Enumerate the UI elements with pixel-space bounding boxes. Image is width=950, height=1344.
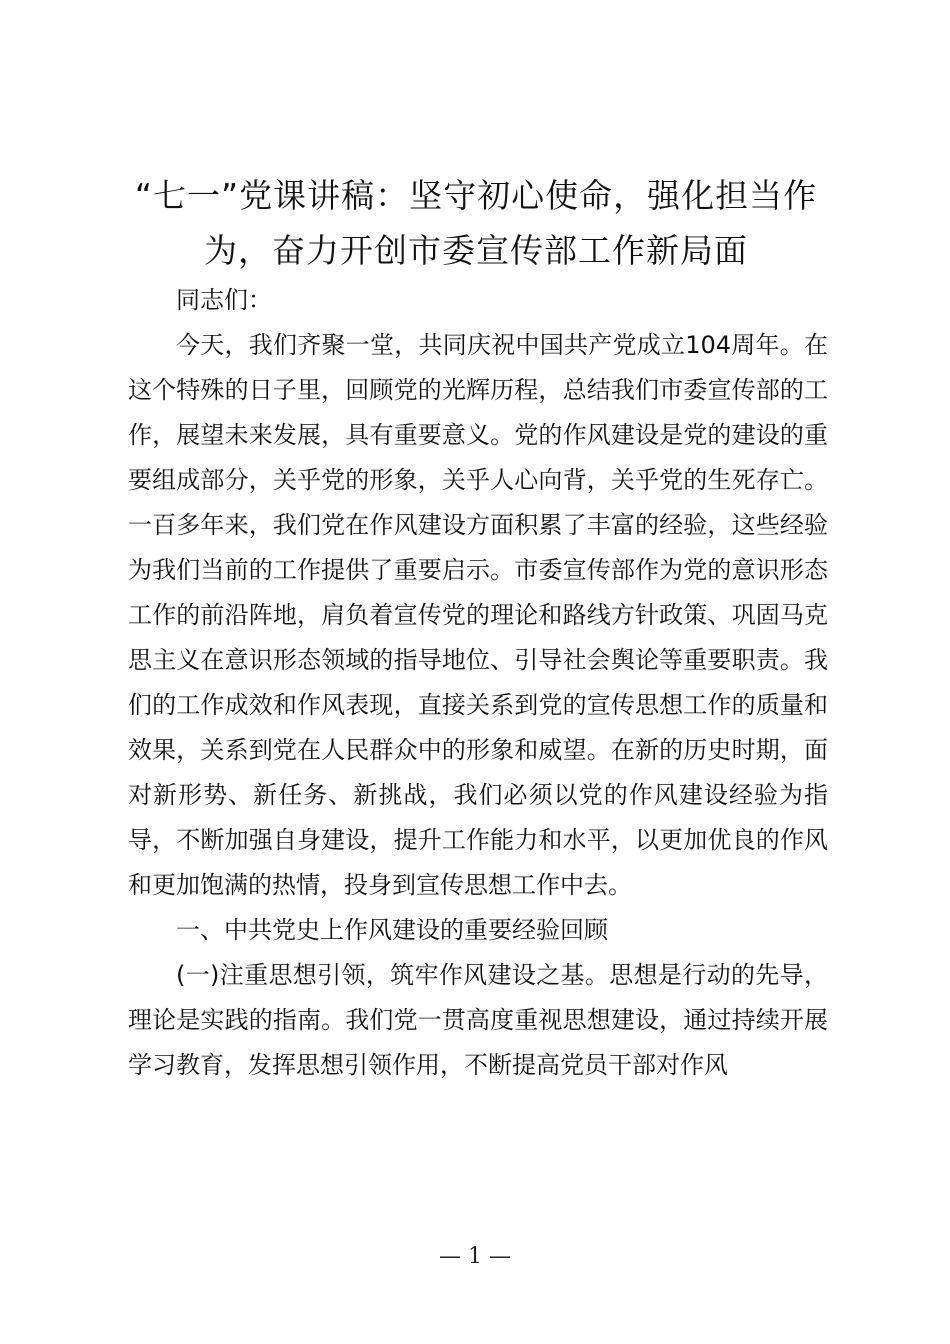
- intro-paragraph: 今天，我们齐聚一堂，共同庆祝中国共产党成立104周年。在这个特殊的日子里，回顾党的光辉历程，总结我们市委宣传部的工作，展望未来发展，具有重要意义。党的作风建设是党的建设的重要组成部分，关乎党的形象，关乎人心向背，关乎党的生死存亡。一百多年来，我们党在作风建设方面积累了丰富的经验，这些经验为我们当前的工作提供了重要启示。市委宣传部作为党的意识形态工作的前沿阵地，肩负着宣传党的理论和路线方针政策、巩固马克思主义在意识形态领域的指导地位、引导社会舆论等重要职责。我们的工作成效和作风表现，直接关系到党的宣传思想工作的质量和效果，关系到党在人民群众中的形象和威望。在新的历史时期，面对新形势、新任务、新挑战，我们必须以党的作风建设经验为指导，不断加强自身建设，提升工作能力和水平，以更加优良的作风和更加饱满的热情，投身到宣传思想工作中去。: [128, 331, 828, 899]
- section-heading: 一、中共党史上作风建设的重要经验回顾: [176, 916, 608, 944]
- document-body: [128, 278, 828, 1088]
- salutation: 同志们：: [176, 286, 272, 314]
- document-title: “七一”党课讲稿：坚守初心使命，强化担当作为，奋力开创市委宣传部工作新局面: [134, 176, 818, 270]
- subsection-paragraph: (一)注重思想引领，筑牢作风建设之基。思想是行动的先导，理论是实践的指南。我们党一贯高度重视思想建设，通过持续开展学习教育，发挥思想引领作用，不断提高党员干部对作风: [128, 961, 828, 1079]
- page-number: — 1 —: [439, 1244, 511, 1269]
